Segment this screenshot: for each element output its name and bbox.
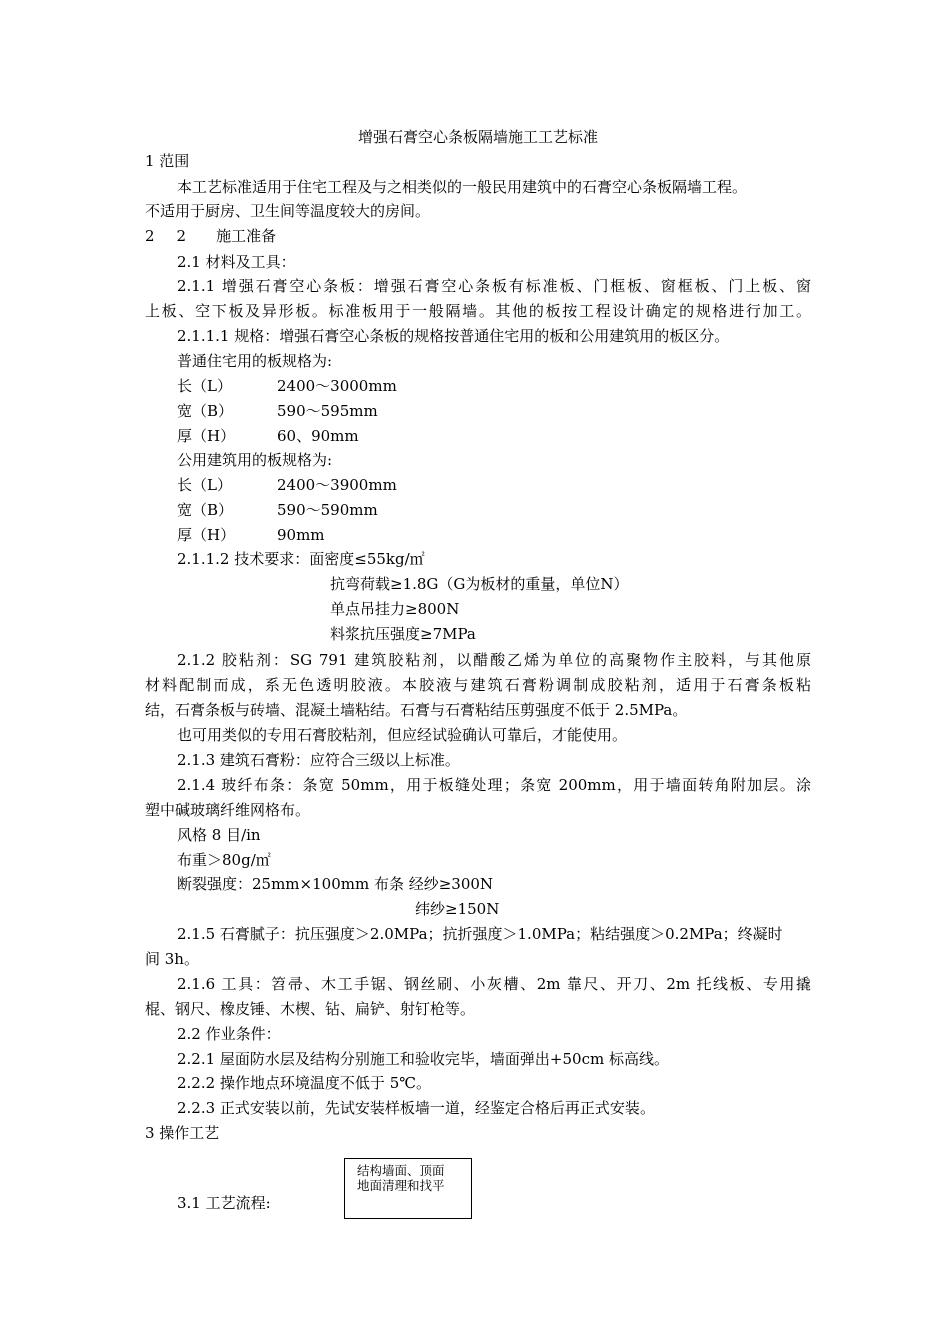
spec-row (177, 374, 811, 398)
spec-row (177, 399, 811, 423)
section-2-1-1-2: 2.1.1.2 技术要求：面密度≤55kg/㎡ (177, 550, 425, 568)
section-2-1-4-cont: 塑中碱玻璃纤维网格布。 (145, 801, 311, 819)
section-2-1-2-note: 也可用类似的专用石膏胶粘剂，但应经试验确认可靠后，才能使用。 (177, 726, 628, 744)
section-2-1-2-cont: 结，石膏条板与砖墙、混凝土墙粘结。石膏与石膏粘结压剪强度不低于 2.5MPa。 (145, 701, 688, 719)
section-2-1-3: 2.1.3 建筑石膏粉：应符合三级以上标准。 (177, 751, 460, 769)
section-2-2-1: 2.2.1 屋面防水层及结构分别施工和验收完毕，墙面弹出+50cm 标高线。 (177, 1050, 669, 1068)
spec-key: 长（L） (177, 476, 232, 494)
spec-row (177, 424, 811, 448)
section-2-1-1-cont: 上板、空下板及异形板。标准板用于一般隔墙。其他的板按工程设计确定的规格进行加工。 (145, 302, 811, 320)
flowchart-box-line: 结构墙面、顶面 (357, 1163, 445, 1178)
section-1-heading: 1 范围 (145, 152, 190, 170)
section-2-1-6: 2.1.6 工具：笤帚、木工手锯、钢丝刷、小灰槽、2m 靠尺、开刀、2m 托线板、专用撬 (177, 975, 811, 993)
spec-key: 宽（B） (177, 402, 234, 420)
flowchart-box-line: 地面清理和找平 (357, 1178, 445, 1193)
section-2-number: 2 (145, 227, 155, 245)
section-2-2-3: 2.2.3 正式安装以前，先试安装样板墙一道，经鉴定合格后再正式安装。 (177, 1099, 655, 1117)
spec-value: 90mm (277, 526, 325, 544)
section-2-1-1: 2.1.1 增强石膏空心条板：增强石膏空心条板有标准板、门框板、窗框板、门上板、窗 (177, 277, 811, 295)
spec-key: 厚（H） (177, 526, 236, 544)
flowchart-box (344, 1158, 472, 1219)
section-2-title: 施工准备 (216, 227, 277, 245)
section-1-paragraph-cont: 不适用于厨房、卫生间等温度较大的房间。 (145, 202, 431, 220)
section-2-1-1-1: 2.1.1.1 规格：增强石膏空心条板的规格按普通住宅用的板和公用建筑用的板区分。 (177, 327, 730, 345)
residential-spec-heading: 普通住宅用的板规格为: (177, 352, 333, 370)
spec-value: 590～595mm (277, 402, 378, 420)
section-2-2: 2.2 作业条件： (177, 1025, 281, 1043)
public-spec-heading: 公用建筑用的板规格为: (177, 451, 333, 469)
section-3-heading: 3 操作工艺 (145, 1124, 220, 1142)
mesh-spec: 布重＞80g/㎡ (177, 851, 271, 869)
page-title: 增强石膏空心条板隔墙施工工艺标准 (357, 128, 598, 146)
section-2-1-4: 2.1.4 玻纤布条：条宽 50mm，用于板缝处理；条宽 200mm，用于墙面转角附加层。涂 (177, 776, 811, 794)
tech-requirement: 单点吊挂力≥800N (330, 600, 460, 618)
spec-value: 60、90mm (277, 427, 359, 445)
section-2-1-2: 2.1.2 胶粘剂：SG 791 建筑胶粘剂，以醋酸乙烯为单位的高聚物作主胶料，与其他原 (177, 651, 811, 669)
spec-row (177, 523, 811, 547)
section-2-1-5-cont: 间 3h。 (145, 950, 199, 968)
mesh-spec: 风格 8 目/in (177, 826, 261, 844)
section-2-1-2-cont: 材料配制而成，系无色透明胶液。本胶液与建筑石膏粉调制成胶粘剂，适用于石膏条板粘 (145, 676, 811, 694)
mesh-spec: 纬纱≥150N (415, 900, 500, 918)
tech-requirement: 料浆抗压强度≥7MPa (330, 625, 476, 643)
spec-value: 2400～3000mm (277, 377, 397, 395)
mesh-spec: 断裂强度：25mm×100mm 布条 经纱≥300N (177, 875, 494, 893)
section-2-2-2: 2.2.2 操作地点环境温度不低于 5℃。 (177, 1074, 432, 1092)
section-1-paragraph: 本工艺标准适用于住宅工程及与之相类似的一般民用建筑中的石膏空心条板隔墙工程。 (177, 178, 748, 196)
spec-value: 590～590mm (277, 501, 378, 519)
spec-key: 长（L） (177, 377, 232, 395)
section-3-1: 3.1 工艺流程: (177, 1194, 271, 1212)
spec-key: 厚（H） (177, 427, 236, 445)
spec-row (177, 498, 811, 522)
spec-key: 宽（B） (177, 501, 234, 519)
spec-row (177, 473, 811, 497)
tech-requirement: 抗弯荷载≥1.8G（G为板材的重量，单位N） (330, 575, 629, 593)
section-2-1: 2.1 材料及工具： (177, 253, 296, 271)
spec-value: 2400～3900mm (277, 476, 397, 494)
section-2-heading (145, 224, 811, 248)
section-2-number-repeat: 2 (176, 227, 187, 245)
section-2-1-5: 2.1.5 石膏腻子：抗压强度＞2.0MPa；抗折强度＞1.0MPa；粘结强度＞0.2MPa；终凝时 (177, 925, 783, 943)
section-2-1-6-cont: 棍、钢尺、橡皮锤、木楔、钻、扁铲、射钉枪等。 (145, 1000, 476, 1018)
